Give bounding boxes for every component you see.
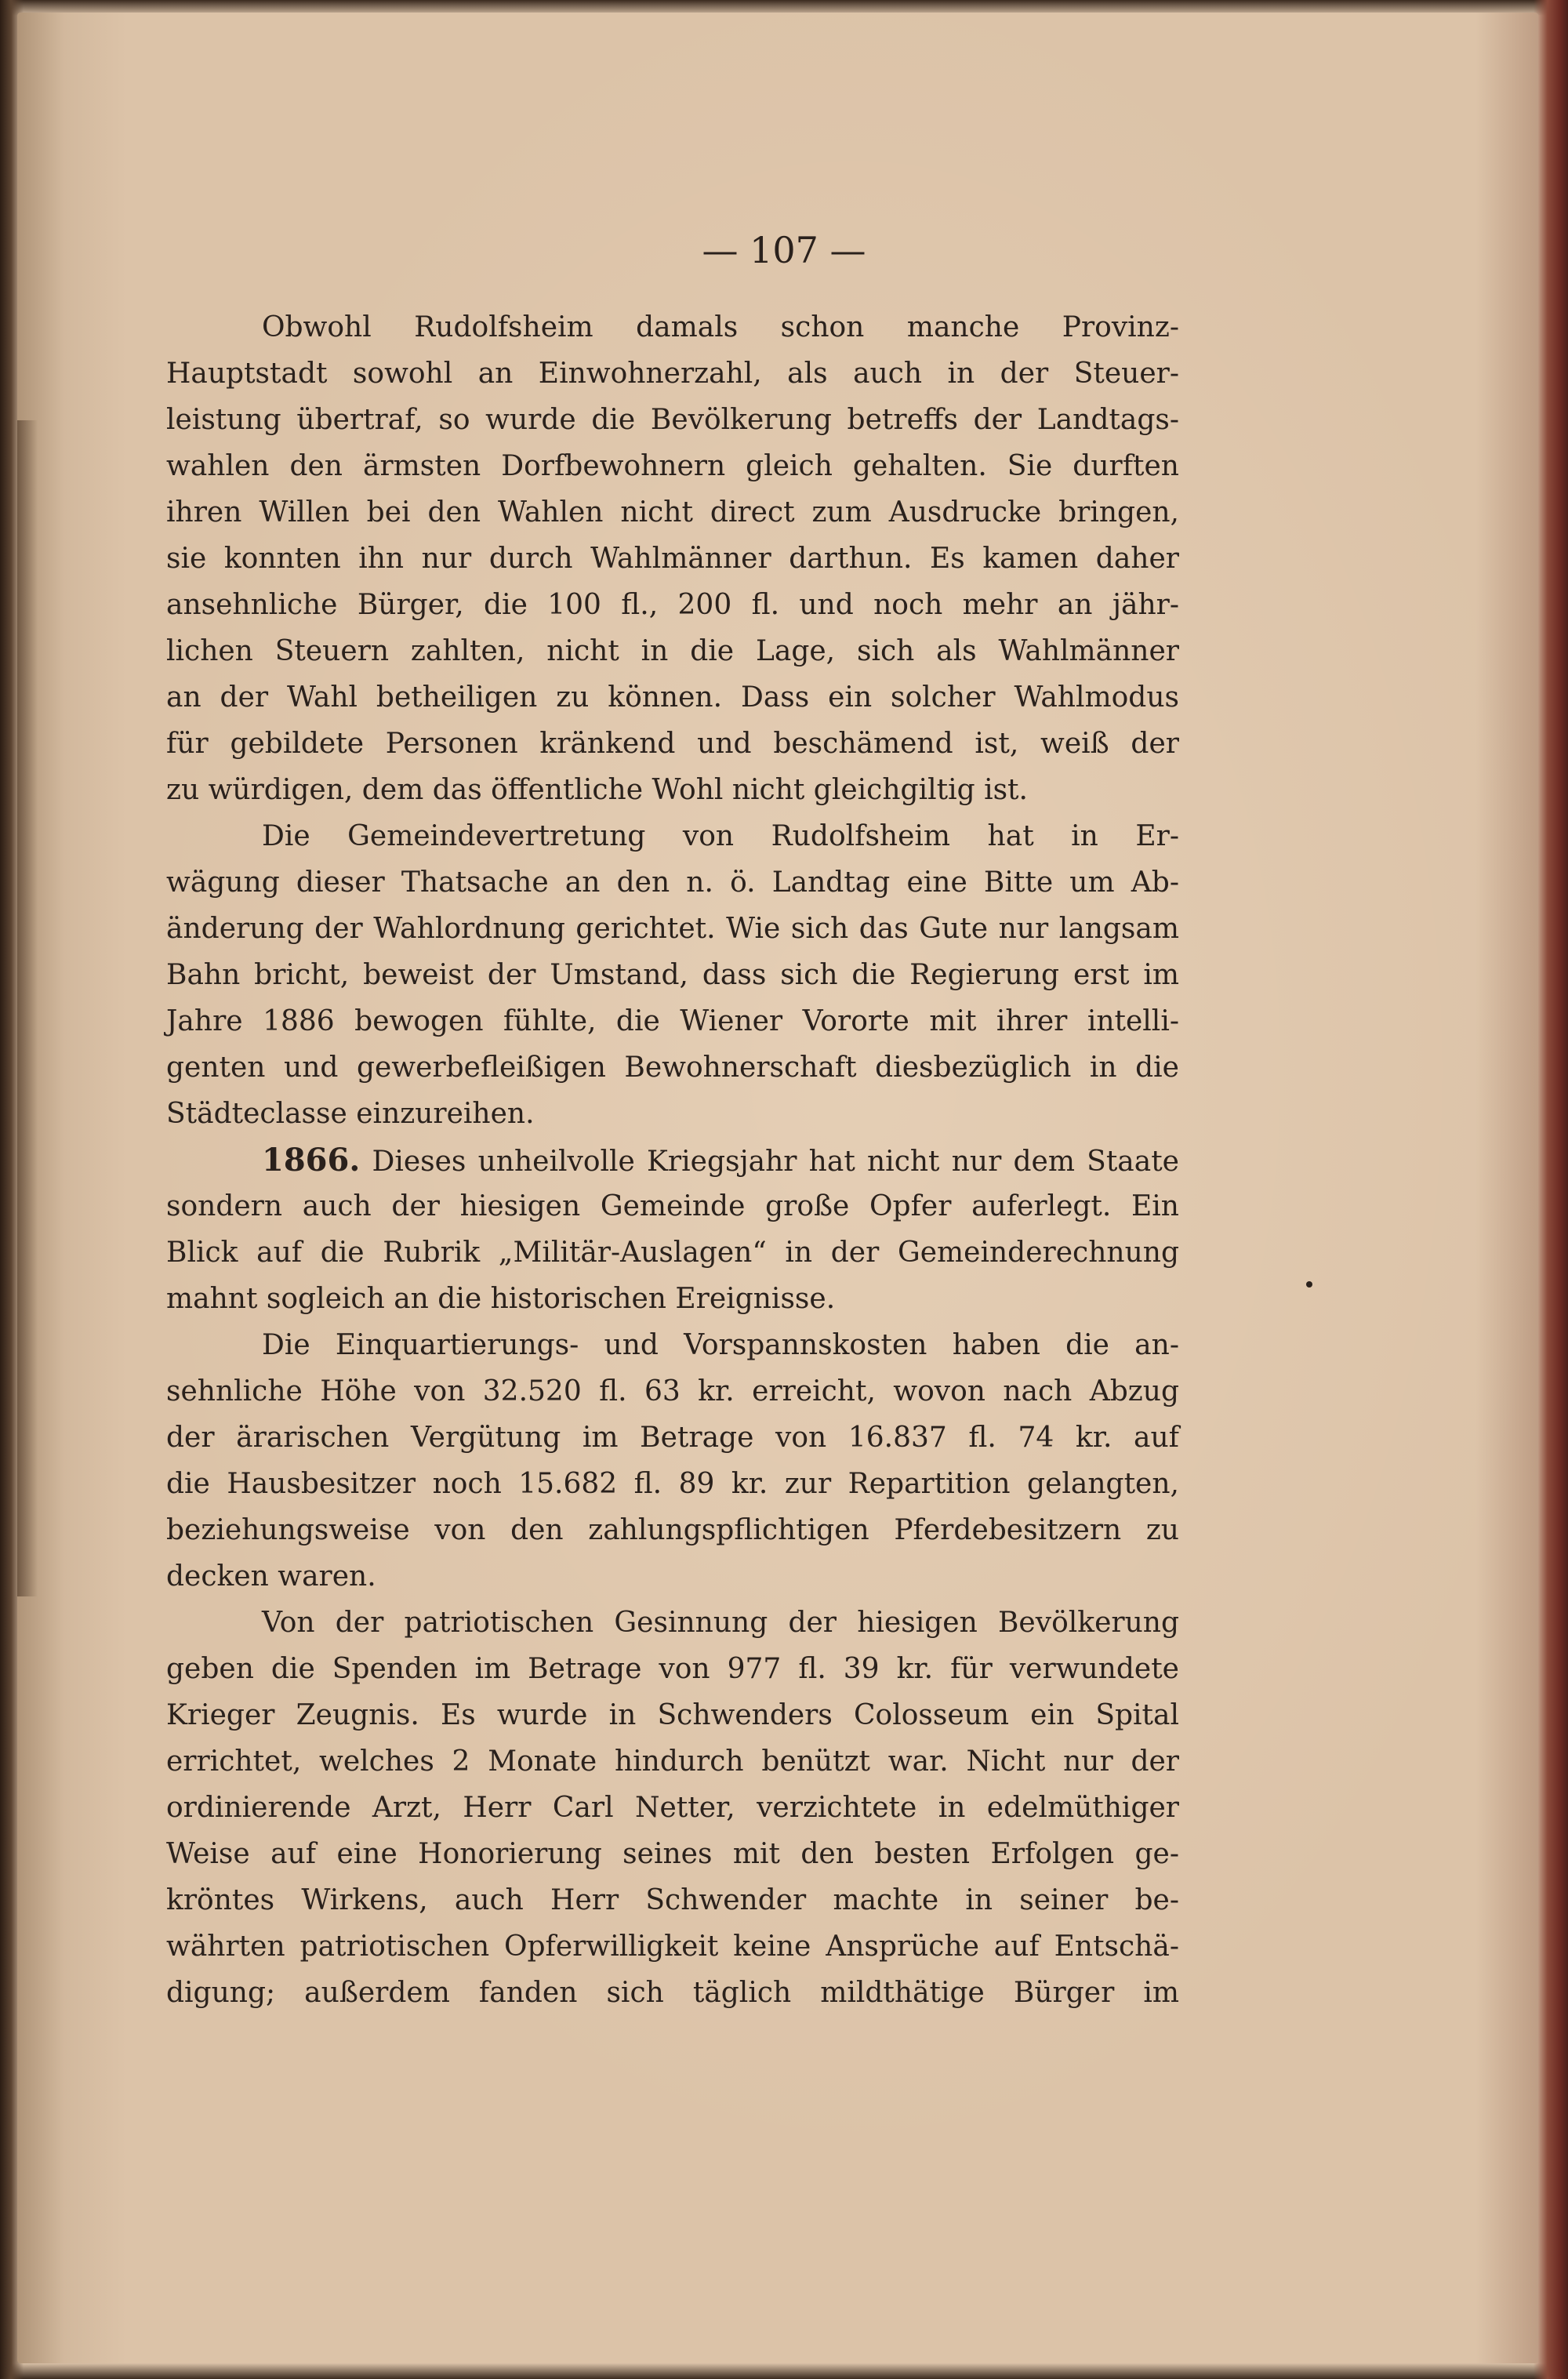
text-line: leistung übertraf, so wurde die Bevölkerung betreffs der Landtags- [166,404,1179,436]
text-line: lichen Steuern zahlten, nicht in die Lage, sich als Wahlmänner [166,635,1179,667]
text-line: währten patriotischen Opferwilligkeit keine Ansprüche auf Entschä- [166,1930,1179,1963]
text-line: sehnliche Höhe von 32.520 fl. 63 kr. erreicht, wovon nach Abzug [166,1375,1179,1407]
text-line: kröntes Wirkens, auch Herr Schwender machte in seiner be- [166,1884,1179,1916]
text-line: wahlen den ärmsten Dorfbewohnern gleich gehalten. Sie durften [166,450,1179,482]
text-line: zu würdigen, dem das öffentliche Wohl nicht gleichgiltig ist. [166,774,1028,806]
text-line: decken waren. [166,1560,376,1593]
year-heading: 1866. [262,1142,361,1179]
text-line: wägung dieser Thatsache an den n. ö. Landtag eine Bitte um Ab- [166,866,1179,899]
text-line: ordinierende Arzt, Herr Carl Netter, verzichtete in edelmüthiger [166,1792,1179,1824]
text-line: sondern auch der hiesigen Gemeinde große Opfer auferlegt. Ein [166,1190,1179,1222]
text-line: sie konnten ihn nur durch Wahlmänner darthun. Es kamen daher [166,543,1179,575]
text-line: Obwohl Rudolfsheim damals schon manche Provinz- [262,311,1179,343]
text-line: änderung der Wahlordnung gerichtet. Wie sich das Gute nur langsam [166,913,1179,945]
text-line: Städteclasse einzureihen. [166,1098,535,1130]
binding-shadow [17,420,38,1596]
text-line: genten und gewerbefleißigen Bewohnerschaft diesbezüglich in die [166,1051,1179,1084]
text-line-with-year [166,1137,1179,1183]
text-line: ansehnliche Bürger, die 100 fl., 200 fl. und noch mehr an jähr- [166,589,1179,621]
text-line: Die Gemeindevertretung von Rudolfsheim hat in Er- [262,820,1179,852]
page-number: — 107 — [702,229,866,271]
text-line: Blick auf die Rubrik „Militär-Auslagen“ in der Gemeinderechnung [166,1237,1179,1269]
text-line: Von der patriotischen Gesinnung der hiesigen Bevölkerung [262,1607,1179,1639]
text-line: geben die Spenden im Betrage von 977 fl. 39 kr. für verwundete [166,1653,1179,1685]
text-line: der ärarischen Vergütung im Betrage von 16.837 fl. 74 kr. auf [166,1422,1179,1454]
body-text [166,304,1179,2016]
text-line: beziehungsweise von den zahlungspflichtigen Pferdebesitzern zu [166,1514,1179,1546]
text-line: Krieger Zeugnis. Es wurde in Schwenders Colosseum ein Spital [166,1699,1179,1731]
text-line: Die Einquartierungs- und Vorspannskosten haben die an- [262,1329,1179,1361]
text-line: mahnt sogleich an die historischen Ereignisse. [166,1283,836,1315]
text-line: Bahn bricht, beweist der Umstand, dass sich die Regierung erst im [166,959,1179,991]
text-line: für gebildete Personen kränkend und beschämend ist, weiß der [166,728,1179,760]
text-line: digung; außerdem fanden sich täglich mildthätige Bürger im [166,1977,1179,2009]
text-line: die Hausbesitzer noch 15.682 fl. 89 kr. zur Repartition gelangten, [166,1468,1179,1500]
text-line: an der Wahl betheiligen zu können. Dass ein solcher Wahlmodus [166,681,1179,714]
text-line: errichtet, welches 2 Monate hindurch benützt war. Nicht nur der [166,1745,1179,1778]
text-line: ihren Willen bei den Wahlen nicht direct zum Ausdrucke bringen, [166,496,1179,528]
text-line: Jahre 1886 bewogen fühlte, die Wiener Vororte mit ihrer intelli- [166,1005,1179,1037]
text-line: Weise auf eine Honorierung seines mit den besten Erfolgen ge- [166,1838,1179,1870]
text-line-rest: Dieses unheilvolle Kriegsjahr hat nicht nur dem Staate [372,1146,1179,1178]
text-line: Hauptstadt sowohl an Einwohnerzahl, als auch in der Steuer- [166,358,1179,390]
ink-speck [1306,1281,1312,1288]
